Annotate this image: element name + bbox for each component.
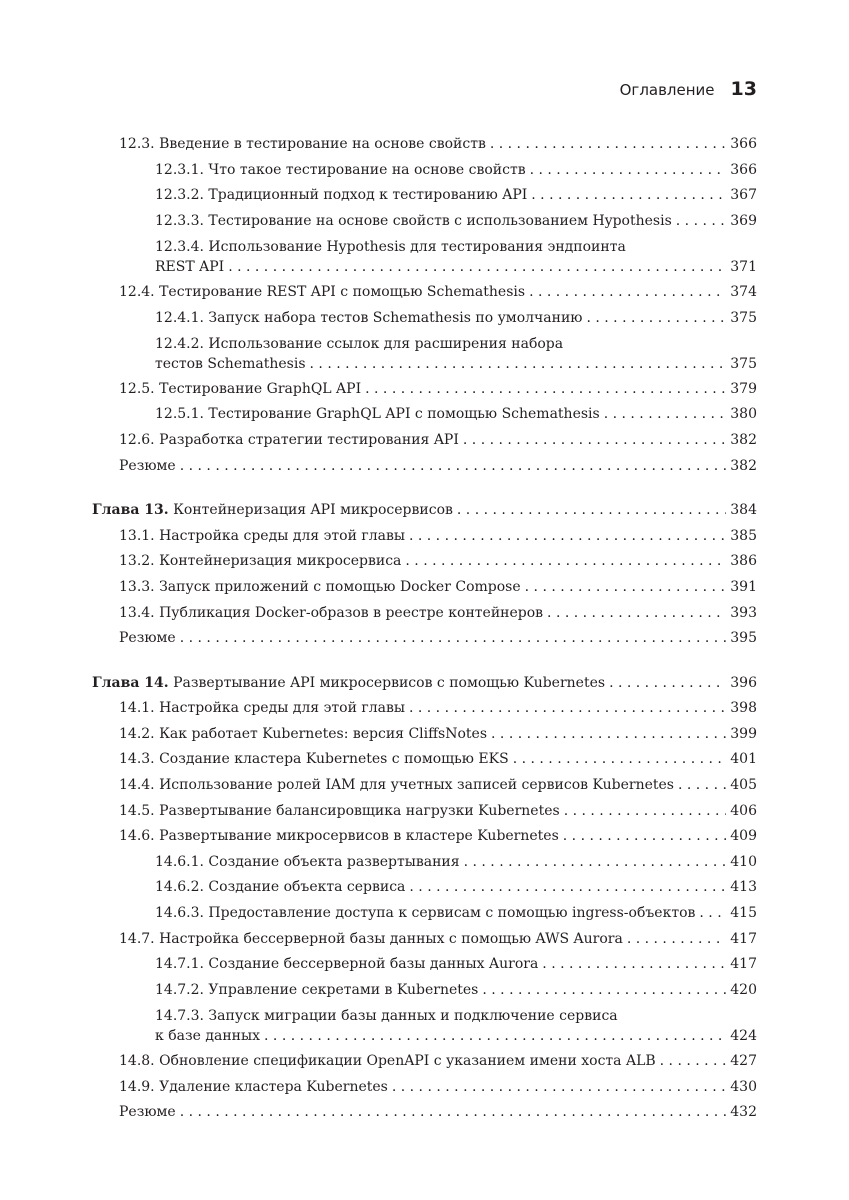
running-header [620, 78, 757, 100]
dot-leader [542, 952, 726, 978]
toc-page-number: 386 [730, 553, 757, 570]
toc-entry[interactable] [92, 799, 757, 825]
dot-leader [365, 377, 726, 403]
dot-leader [678, 773, 726, 799]
toc-entry[interactable] [92, 927, 757, 953]
toc-entry[interactable] [92, 978, 757, 1004]
dot-leader [463, 428, 726, 454]
toc-entry-title: 14.9. Удаление кластера Kubernetes [119, 1078, 388, 1095]
dot-leader [491, 722, 726, 748]
chapter-title: Контейнеризация API микросервисов [168, 502, 453, 519]
toc-entry[interactable] [92, 158, 757, 184]
dot-leader [699, 901, 726, 927]
toc-entry-title: 14.7.3. Запуск миграции базы данных и подключение сервиса [155, 1008, 618, 1025]
toc-entry[interactable] [92, 722, 757, 748]
toc-page-number: 401 [730, 751, 757, 768]
toc-page-number: 413 [730, 879, 757, 896]
toc-entry-title: 14.7. Настройка бессерверной базы данных с помощью AWS Aurora [119, 930, 623, 947]
toc-entry[interactable] [92, 1003, 757, 1049]
toc-entry-title: 14.5. Развертывание балансировщика нагрузки Kubernetes [119, 802, 560, 819]
toc-entry-title: 14.2. Как работает Kubernetes: версия CliffsNotes [119, 725, 488, 742]
toc-entry[interactable] [92, 601, 757, 627]
dot-leader [405, 549, 726, 575]
dot-leader [531, 183, 726, 209]
toc-page-number: 374 [730, 283, 757, 300]
toc-page-number: 399 [730, 725, 757, 742]
toc-entry[interactable] [92, 402, 757, 428]
toc-entry[interactable] [92, 901, 757, 927]
toc-entry-title: 14.4. Использование ролей IAM для учетных записей сервисов Kubernetes [119, 777, 674, 794]
toc-entry-title: 12.3.4. Использование Hypothesis для тестирования эндпоинта [155, 239, 626, 256]
dot-leader [180, 1100, 727, 1126]
toc-page-number: 366 [730, 136, 757, 152]
toc-section [92, 132, 757, 479]
toc-entry-title: 13.1. Настройка среды для этой главы [119, 527, 405, 544]
toc-entry-title: 12.4.2. Использование ссылок для расширения набора [155, 336, 564, 353]
toc-entry-title: 12.6. Разработка стратегии тестирования API [119, 431, 459, 448]
dot-leader [529, 280, 726, 306]
dot-leader [525, 575, 727, 601]
toc-entry-title-continuation: тестов Schemathesis [155, 356, 306, 373]
toc-entry[interactable] [92, 549, 757, 575]
toc-page-number: 375 [730, 309, 757, 326]
toc-entry[interactable] [92, 209, 757, 235]
running-header-title: Оглавление [619, 81, 715, 99]
toc-page-number: 427 [730, 1053, 757, 1069]
toc-entry-title: 13.4. Публикация Docker-образов в реестре контейнеров [119, 604, 544, 621]
toc-page-number: 395 [730, 630, 757, 647]
toc-entry[interactable] [92, 1049, 757, 1075]
toc-entry[interactable] [92, 454, 757, 480]
dot-leader [464, 850, 727, 876]
dot-leader [530, 158, 727, 184]
toc-entry-title: 12.3.3. Тестирование на основе свойств с использованием Hypothesis [155, 212, 672, 229]
toc-page-number: 384 [730, 502, 757, 519]
toc-section [92, 671, 757, 1126]
toc-page-number: 417 [730, 930, 757, 947]
toc-page-number: 405 [730, 777, 757, 794]
toc-chapter-entry[interactable] [92, 671, 757, 697]
toc-page-number: 385 [730, 527, 757, 544]
toc-entry-title-continuation: REST API [155, 259, 225, 276]
toc-entry[interactable] [92, 1100, 757, 1126]
toc-page-number: 369 [730, 212, 757, 229]
dot-leader [228, 257, 726, 277]
chapter-title: Развертывание API микросервисов с помощью Kubernetes [168, 674, 606, 691]
toc-entry-title: 14.6.3. Предоставление доступа к сервисам с помощью ingress-объектов [155, 905, 696, 922]
toc-entry[interactable] [92, 428, 757, 454]
toc-entry[interactable] [92, 377, 757, 403]
toc-page-number: 391 [730, 578, 757, 595]
toc-entry[interactable] [92, 183, 757, 209]
toc-entry[interactable] [92, 331, 757, 377]
toc-page-number: 415 [730, 905, 757, 922]
toc-entry-title: 12.4.1. Запуск набора тестов Schemathesis по умолчанию [155, 309, 583, 326]
toc-entry-title: 12.5. Тестирование GraphQL API [119, 380, 362, 397]
toc-entry-title: 12.5.1. Тестирование GraphQL API с помощью Schemathesis [155, 406, 600, 423]
toc-entry-title: Резюме [119, 457, 176, 474]
toc-page-number: 409 [730, 828, 757, 845]
dot-leader [627, 927, 726, 953]
toc-entry-title: 14.1. Настройка среды для этой главы [119, 700, 405, 717]
dot-leader [264, 1026, 726, 1046]
toc-entry[interactable] [92, 875, 757, 901]
toc-chapter-heading [92, 498, 453, 524]
dot-leader [547, 601, 726, 627]
dot-leader [490, 132, 726, 158]
toc-entry[interactable] [92, 524, 757, 550]
toc-entry[interactable] [92, 280, 757, 306]
toc-entry[interactable] [92, 696, 757, 722]
dot-leader [563, 824, 726, 850]
toc-entry-title: Резюме [119, 1104, 176, 1121]
toc-entry-title: 14.6. Развертывание микросервисов в кластере Kubernetes [119, 828, 559, 845]
dot-leader [180, 626, 727, 652]
toc-entry[interactable] [92, 234, 757, 280]
dot-leader [482, 978, 726, 1004]
toc-page-number: 367 [730, 187, 757, 204]
toc-page-number: 432 [730, 1104, 757, 1121]
toc-page-number: 424 [730, 1028, 757, 1045]
toc-page-number: 393 [730, 604, 757, 621]
dot-leader [409, 524, 726, 550]
toc-chapter-heading [92, 671, 605, 697]
dot-leader [409, 875, 726, 901]
dot-leader [586, 306, 726, 332]
toc-entry-title: 12.3. Введение в тестирование на основе свойств [119, 136, 486, 152]
dot-leader [604, 402, 727, 428]
toc-entry-title: Резюме [119, 630, 176, 647]
dot-leader [310, 354, 727, 374]
toc-entry[interactable] [92, 952, 757, 978]
toc-page-number: 410 [730, 853, 757, 870]
toc-entry[interactable] [92, 824, 757, 850]
toc-page-number: 430 [730, 1078, 757, 1095]
toc-entry[interactable] [92, 850, 757, 876]
toc-chapter-entry[interactable] [92, 498, 757, 524]
toc-page-number: 380 [730, 406, 757, 423]
toc-entry-title: 13.3. Запуск приложений с помощью Docker Compose [119, 578, 521, 595]
toc-page-number: 375 [730, 356, 757, 373]
toc-page-number: 379 [730, 380, 757, 397]
toc-entry-title: 14.7.1. Создание бессерверной базы данных Aurora [155, 956, 539, 973]
toc-page-number: 371 [730, 259, 757, 276]
dot-leader [392, 1075, 726, 1101]
chapter-label: Глава 13. [92, 502, 169, 519]
dot-leader [457, 498, 726, 524]
chapter-label: Глава 14. [92, 674, 169, 691]
toc-page-number: 382 [730, 431, 757, 448]
toc-entry-title: 14.6.2. Создание объекта сервиса [155, 879, 406, 896]
toc-entry[interactable] [92, 1075, 757, 1101]
toc-section [92, 498, 757, 652]
dot-leader [180, 454, 727, 480]
toc-entry-title: 14.8. Обновление спецификации OpenAPI с указанием имени хоста ALB [119, 1053, 656, 1069]
toc-entry-title: 14.3. Создание кластера Kubernetes с помощью EKS [119, 751, 509, 768]
toc-entry[interactable] [92, 773, 757, 799]
toc-page-number: 396 [730, 674, 757, 691]
toc-entry[interactable] [92, 747, 757, 773]
toc-entry-title: 12.3.1. Что такое тестирование на основе свойств [155, 161, 526, 178]
page-number: 13 [730, 78, 757, 100]
toc-entry-title: 13.2. Контейнеризация микросервиса [119, 553, 402, 570]
dot-leader [564, 799, 727, 825]
dot-leader [409, 696, 726, 722]
toc-page-number: 382 [730, 457, 757, 474]
toc-entry[interactable] [92, 626, 757, 652]
toc-page-number: 398 [730, 700, 757, 717]
dot-leader [660, 1049, 727, 1075]
toc-entry-title: 14.7.2. Управление секретами в Kubernetes [155, 981, 479, 998]
dot-leader [513, 747, 727, 773]
toc-entry-title: 12.3.2. Традиционный подход к тестированию API [155, 187, 528, 204]
table-of-contents [92, 132, 757, 1126]
toc-page-number: 417 [730, 956, 757, 973]
toc-page-number: 366 [730, 161, 757, 178]
dot-leader [609, 671, 726, 697]
toc-page-number: 406 [730, 802, 757, 819]
toc-entry[interactable] [92, 132, 757, 158]
toc-entry-title-continuation: к базе данных [155, 1028, 261, 1045]
toc-entry-title: 12.4. Тестирование REST API с помощью Schemathesis [119, 283, 526, 300]
toc-entry-title: 14.6.1. Создание объекта развертывания [155, 853, 460, 870]
toc-entry[interactable] [92, 575, 757, 601]
toc-page-number: 420 [730, 981, 757, 998]
toc-entry[interactable] [92, 306, 757, 332]
dot-leader [676, 209, 727, 235]
